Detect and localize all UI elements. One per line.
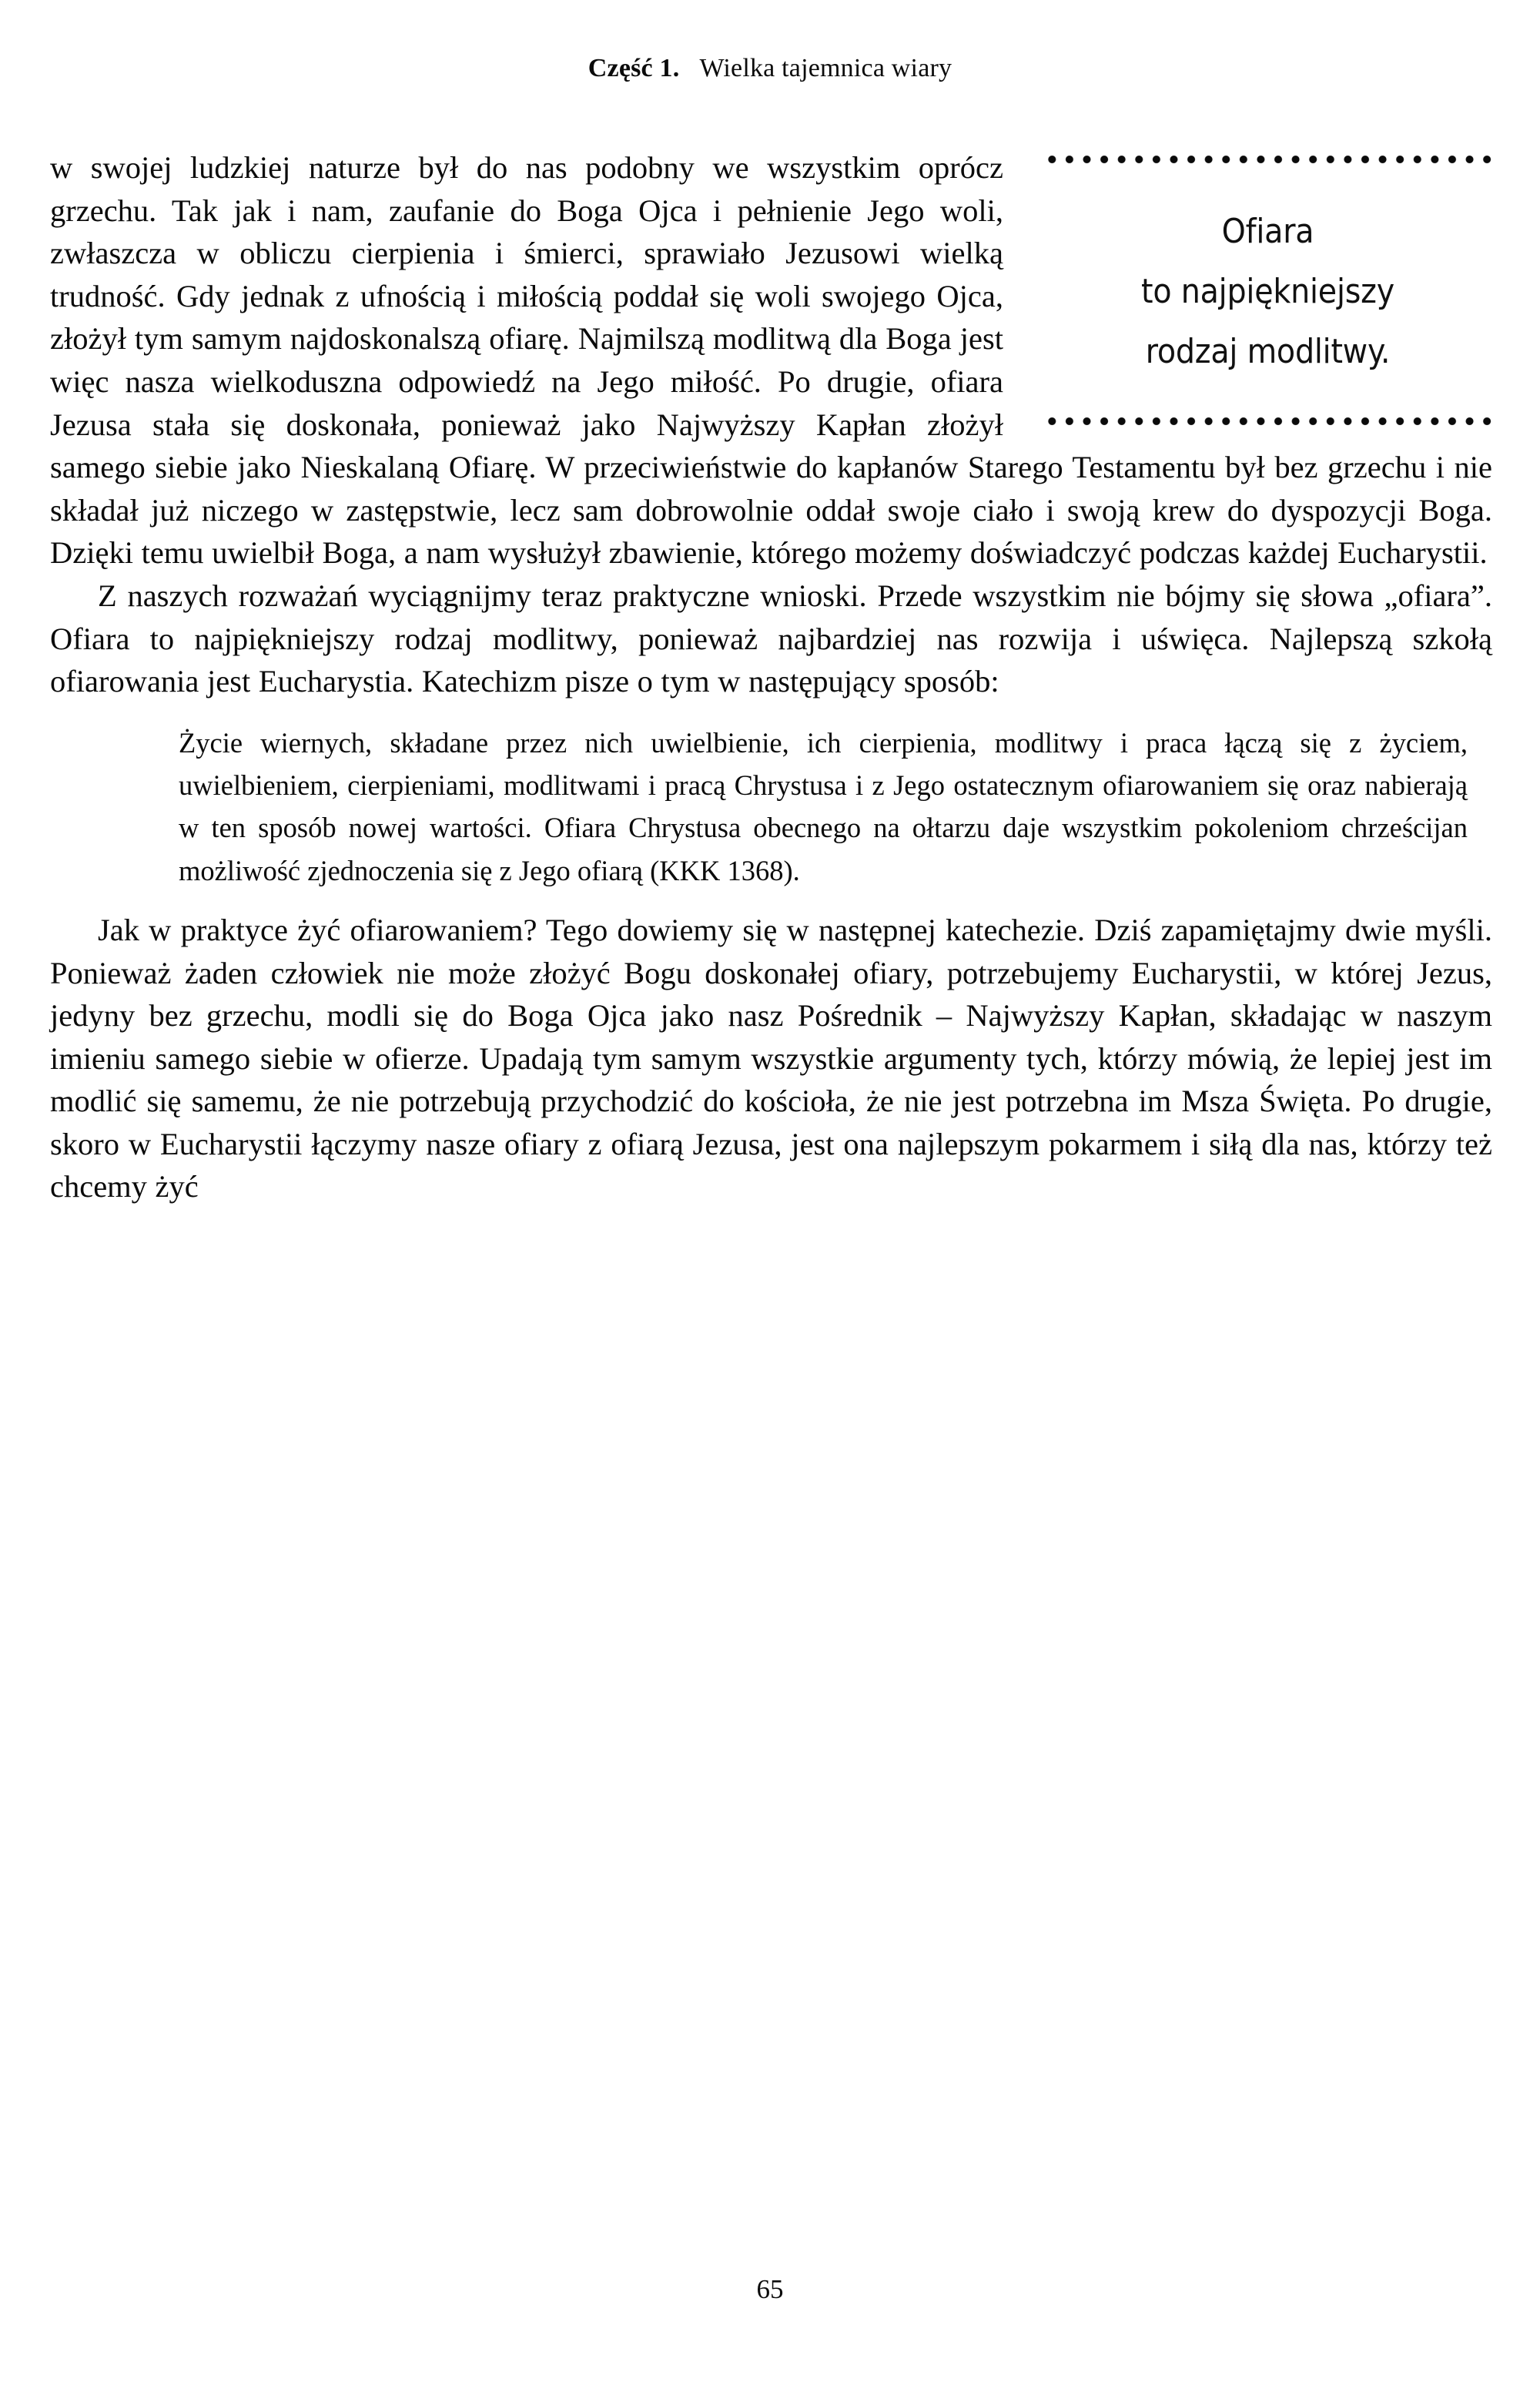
body-paragraph: w swojej ludzkiej naturze był do nas podobny we wszystkim oprócz grzechu. Tak jak i nam, zaufanie do Boga Ojca i pełnienie Jego woli, zwłaszcza w obliczu cierpienia i śmierci, sprawiało Jezusowi wielką trudność. Gdy jednak z ufnością i miłością poddał się woli swojego Ojca, złożył tym samym najdoskonalszą ofiarę. Najmilszą modlitwą dla Boga jest więc nasza wielkoduszna odpowiedź na Jego miłość. Po drugie, ofiara Jezusa stała się doskonała, ponieważ jako Najwyższy Kapłan złożył samego siebie jako Nieskalaną Ofiarę. W przeciwieństwie do kapłanów Starego Testamentu był bez grzechu i nie składał już niczego w zastępstwie, lecz sam dobrowolnie oddał swoje ciało i swoją krew do dyspozycji Boga. Dzięki temu uwielbił Boga, a nam wysłużył zbawienie, którego możemy doświadczyć podczas każdej Eucharystii. [50, 150, 1492, 571]
running-header [0, 54, 1540, 82]
header-chapter-title: Wielka tajemnica wiary [699, 54, 952, 82]
page-number: 65 [756, 2274, 784, 2304]
pullquote-line-2: to najpiękniejszy [1141, 272, 1394, 311]
body-paragraph: Jak w praktyce żyć ofiarowaniem? Tego dowiemy się w następnej katechezie. Dziś zapamiętajmy dwie myśli. Ponieważ żaden człowiek nie może złożyć Bogu doskonałej ofiary, potrzebujemy Eucharystii, w której Jezus, jedyny bez grzechu, modli się do Boga Ojca jako nasz Pośrednik – Najwyższy Kapłan, składając w naszym imieniu samego siebie w ofierze. Upadają tym samym wszystkie argumenty tych, którzy mówią, że lepiej jest im modlić się samemu, że nie potrzebują przychodzić do kościoła, że nie jest potrzebna im Msza Święta. Po drugie, skoro w Eucharystii łączymy nasze ofiary z ofiarą Jezusa, jest ona najlepszym pokarmem i siłą dla nas, którzy też chcemy żyć [50, 912, 1492, 1204]
pullquote-line-3: rodzaj modlitwy. [1145, 332, 1391, 371]
catechism-blockquote: Życie wiernych, składane przez nich uwielbienie, ich cierpienia, modlitwy i praca łączą się z życiem, uwielbieniem, cierpieniami, modlitwami i pracą Chrystusa i z Jego ostatecznym ofiarowaniem się oraz nabierają w ten sposób nowej wartości. Ofiara Chrystusa obecnego na ołtarzu daje wszystkim pokoleniom chrześcijan możliwość zjednoczenia się z Jego ofiarą (KKK 1368). [179, 726, 1468, 886]
header-part-label: Część 1. [588, 54, 680, 82]
pullquote-top-dotted-rule [1043, 151, 1492, 168]
pullquote-text [1043, 202, 1492, 382]
body-paragraph: Z naszych rozważań wyciągnijmy teraz praktyczne wnioski. Przede wszystkim nie bójmy się słowa „ofiara”. Ofiara to najpiękniejszy rodzaj modlitwy, ponieważ najbardziej nas rozwija i uświęca. Najlepszą szkołą ofiarowania jest Eucharystia. Katechizm pisze o tym w następujący sposób: [50, 578, 1492, 699]
pullquote-line-1: Ofiara [1221, 212, 1314, 251]
pullquote-bottom-dotted-rule [1043, 413, 1492, 430]
text-column [50, 146, 1492, 1208]
pullquote-ofiara [1043, 151, 1492, 430]
